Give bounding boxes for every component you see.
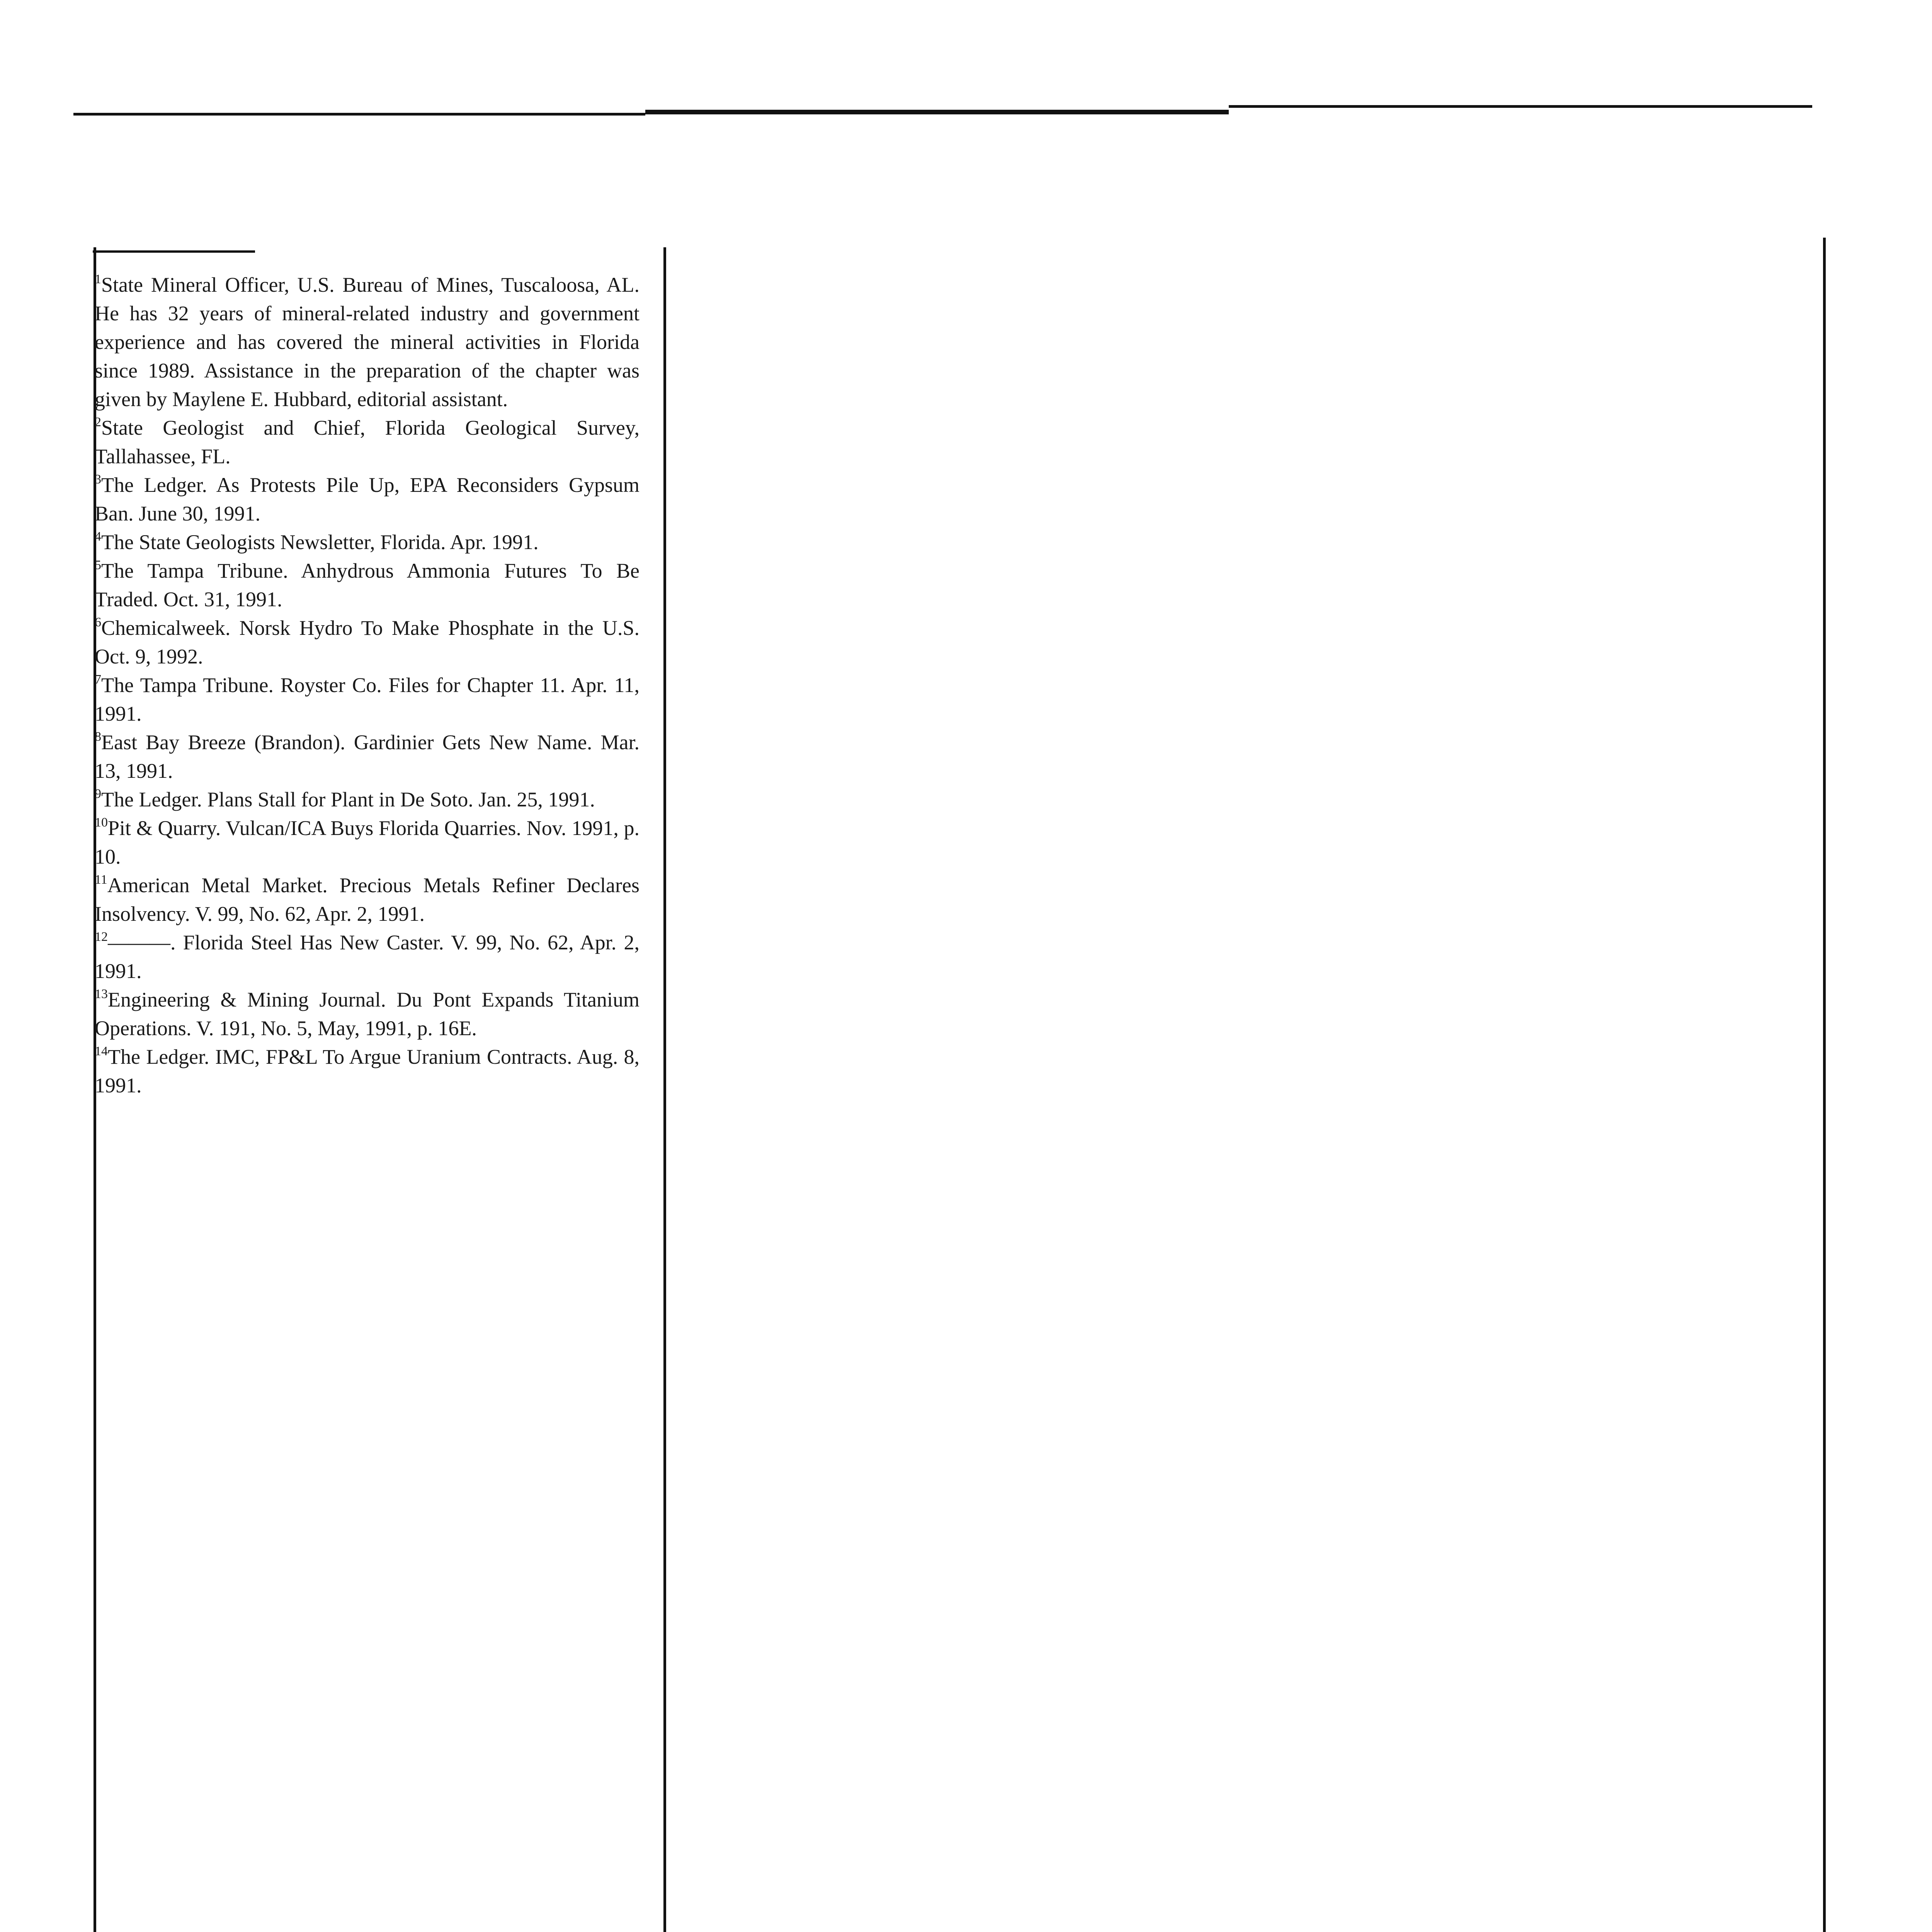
footnote bbox=[95, 270, 639, 413]
column-divider-right bbox=[1823, 238, 1826, 1932]
footnote bbox=[95, 671, 639, 728]
footnote-number: 3 bbox=[95, 472, 101, 486]
footnote bbox=[95, 814, 639, 871]
footnote-text: American Metal Market. Precious Metals Refiner Declares Insolvency. V. 99, No. 62, Apr. 2, 1991. bbox=[95, 874, 639, 925]
footnote bbox=[95, 1043, 639, 1100]
footnote-number: 2 bbox=[95, 415, 101, 429]
column-divider-middle bbox=[663, 247, 666, 1932]
footnote-text: Chemicalweek. Norsk Hydro To Make Phosphate in the U.S. Oct. 9, 1992. bbox=[95, 616, 639, 668]
footnote-number: 8 bbox=[95, 730, 101, 744]
footnote bbox=[95, 928, 639, 985]
footnote-number: 6 bbox=[95, 615, 101, 629]
footnote-number: 13 bbox=[95, 987, 108, 1001]
top-rule bbox=[645, 110, 1229, 114]
footnote bbox=[95, 785, 639, 814]
footnote-separator bbox=[93, 250, 255, 253]
footnote-number: 10 bbox=[95, 815, 108, 830]
footnote-text: The Ledger. As Protests Pile Up, EPA Reconsiders Gypsum Ban. June 30, 1991. bbox=[95, 473, 639, 525]
footnote-number: 12 bbox=[95, 930, 108, 944]
footnote-number: 5 bbox=[95, 558, 101, 572]
footnote-text: The State Geologists Newsletter, Florida. Apr. 1991. bbox=[101, 531, 539, 554]
footnote-text: The Tampa Tribune. Royster Co. Files for Chapter 11. Apr. 11, 1991. bbox=[95, 673, 639, 725]
footnote-number: 1 bbox=[95, 272, 101, 286]
footnote-number: 7 bbox=[95, 672, 101, 687]
footnote-text: State Mineral Officer, U.S. Bureau of Mines, Tuscaloosa, AL. He has 32 years of mineral-related industry and government experience and has covered the mineral activities in Florida since 1989. Assistance in the preparation of the chapter was given by Maylene E. Hubbard, editorial assistant. bbox=[95, 273, 639, 411]
footnote bbox=[95, 556, 639, 614]
footnote-number: 14 bbox=[95, 1044, 108, 1058]
footnotes-list bbox=[95, 270, 639, 1100]
footnote bbox=[95, 614, 639, 671]
footnote bbox=[95, 471, 639, 528]
footnote-number: 4 bbox=[95, 529, 101, 544]
footnote-text: The Ledger. IMC, FP&L To Argue Uranium Contracts. Aug. 8, 1991. bbox=[95, 1045, 639, 1097]
footnote bbox=[95, 728, 639, 785]
top-rule bbox=[73, 113, 645, 116]
footnote bbox=[95, 528, 639, 556]
footnote-text: The Ledger. Plans Stall for Plant in De Soto. Jan. 25, 1991. bbox=[101, 788, 595, 811]
footnote-text: East Bay Breeze (Brandon). Gardinier Gets New Name. Mar. 13, 1991. bbox=[95, 731, 639, 782]
footnote bbox=[95, 871, 639, 928]
footnote-text: The Tampa Tribune. Anhydrous Ammonia Futures To Be Traded. Oct. 31, 1991. bbox=[95, 559, 639, 611]
footnote-text: Engineering & Mining Journal. Du Pont Expands Titanium Operations. V. 191, No. 5, May, 1991, p. 16E. bbox=[95, 988, 639, 1040]
footnote-text: ———. Florida Steel Has New Caster. V. 99, No. 62, Apr. 2, 1991. bbox=[95, 931, 639, 983]
footnote-number: 11 bbox=[95, 872, 107, 887]
footnote-number: 9 bbox=[95, 787, 101, 801]
footnote bbox=[95, 413, 639, 471]
footnote bbox=[95, 985, 639, 1043]
top-rule bbox=[1229, 105, 1812, 108]
footnote-text: State Geologist and Chief, Florida Geological Survey, Tallahassee, FL. bbox=[95, 416, 639, 468]
footnote-text: Pit & Quarry. Vulcan/ICA Buys Florida Quarries. Nov. 1991, p. 10. bbox=[95, 816, 639, 868]
